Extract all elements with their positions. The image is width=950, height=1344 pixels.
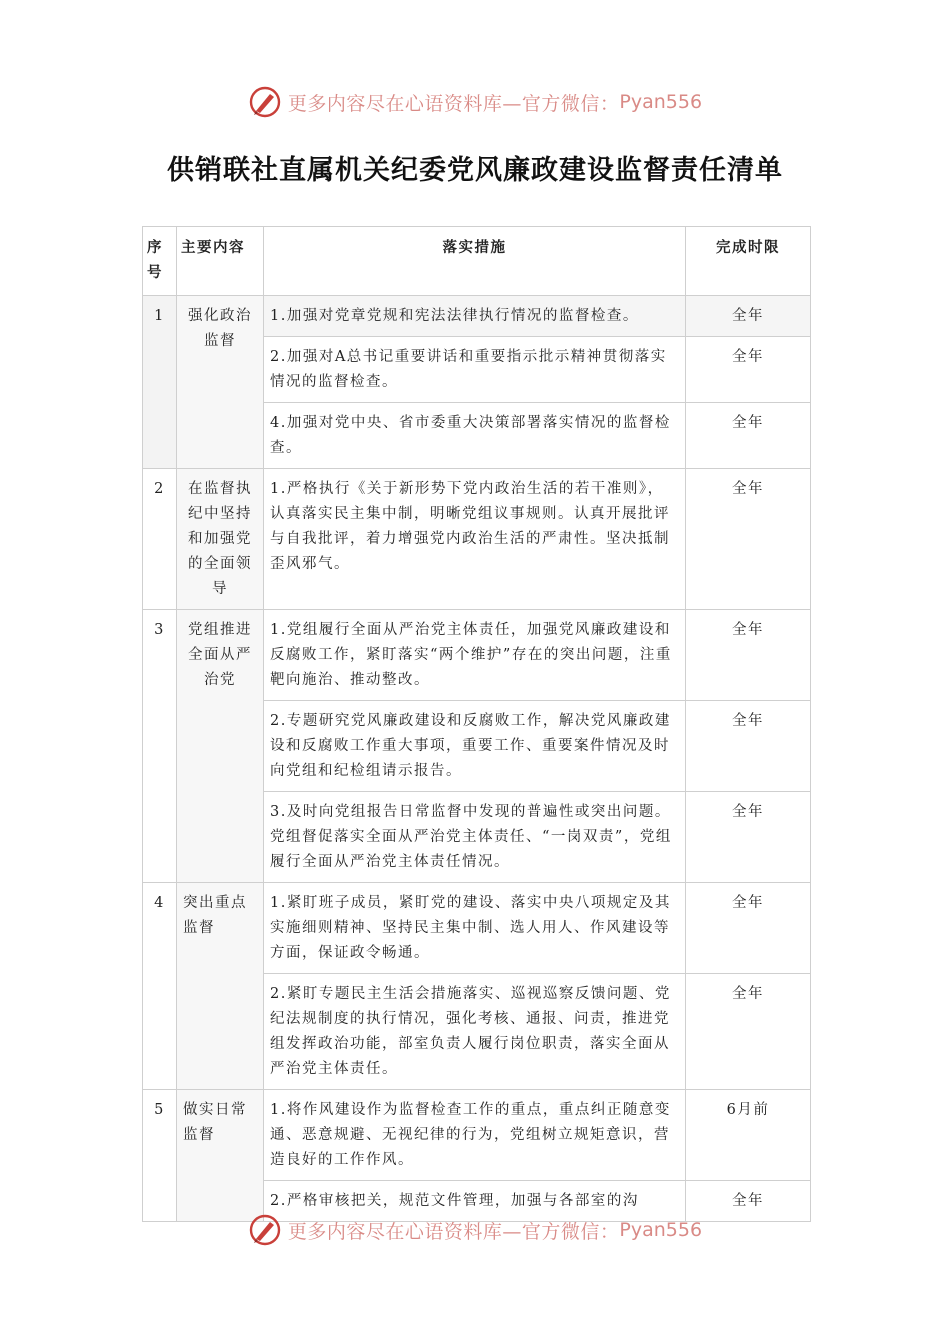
row-deadline: 全年 — [686, 1181, 811, 1222]
banner-text: 更多内容尽在心语资料库—官方微信： — [287, 92, 620, 115]
header-main-content: 主要内容 — [177, 227, 264, 296]
row-deadline: 全年 — [686, 296, 811, 337]
row-deadline: 全年 — [686, 792, 811, 883]
row-measure: 4.加强对党中央、省市委重大决策部署落实情况的监督检查。 — [264, 403, 686, 469]
row-deadline: 全年 — [686, 610, 811, 701]
responsibility-table — [142, 226, 811, 1222]
table-row — [143, 296, 811, 337]
row-deadline: 6月前 — [686, 1090, 811, 1181]
table-row — [143, 469, 811, 610]
header-seq: 序号 — [143, 227, 177, 296]
row-measure: 1.紧盯班子成员，紧盯党的建设、落实中央八项规定及其实施细则精神、坚持民主集中制、选人用人、作风建设等方面，保证政令畅通。 — [264, 883, 686, 974]
row-seq: 1 — [143, 296, 177, 469]
pen-logo-icon — [248, 85, 282, 119]
row-measure: 3.及时向党组报告日常监督中发现的普遍性或突出问题。党组督促落实全面从严治党主体责任、“一岗双责”，党组履行全面从严治党主体责任情况。 — [264, 792, 686, 883]
banner-text: 更多内容尽在心语资料库—官方微信： — [287, 1220, 620, 1243]
row-seq: 2 — [143, 469, 177, 610]
row-deadline: 全年 — [686, 337, 811, 403]
row-deadline: 全年 — [686, 403, 811, 469]
row-main-content: 强化政治监督 — [177, 296, 264, 469]
watermark-banner-bottom — [0, 1208, 950, 1252]
row-measure: 1.严格执行《关于新形势下党内政治生活的若干准则》，认真落实民主集中制，明晰党组议事规则。认真开展批评与自我批评，着力增强党内政治生活的严肃性。坚决抵制歪风邪气。 — [264, 469, 686, 610]
banner-wechat-id: Pyan556 — [619, 1219, 703, 1241]
row-measure: 2.严格审核把关，规范文件管理，加强与各部室的沟 — [264, 1181, 686, 1222]
row-deadline: 全年 — [686, 701, 811, 792]
document-title: 供销联社直属机关纪委党风廉政建设监督责任清单 — [167, 155, 783, 186]
row-deadline: 全年 — [686, 469, 811, 610]
row-deadline: 全年 — [686, 883, 811, 974]
row-main-content: 在监督执纪中坚持和加强党的全面领导 — [177, 469, 264, 610]
watermark-banner-top — [0, 80, 950, 124]
row-measure: 2.专题研究党风廉政建设和反腐败工作，解决党风廉政建设和反腐败工作重大事项，重要工作、重要案件情况及时向党组和纪检组请示报告。 — [264, 701, 686, 792]
row-measure: 1.将作风建设作为监督检查工作的重点，重点纠正随意变通、恶意规避、无视纪律的行为，党组树立规矩意识，营造良好的工作作风。 — [264, 1090, 686, 1181]
table-header-row — [143, 227, 811, 296]
row-measure: 1.加强对党章党规和宪法法律执行情况的监督检查。 — [264, 296, 686, 337]
row-measure: 1.党组履行全面从严治党主体责任，加强党风廉政建设和反腐败工作，紧盯落实“两个维护”存在的突出问题，注重靶向施治、推动整改。 — [264, 610, 686, 701]
banner-wechat-id: Pyan556 — [619, 91, 703, 113]
pen-logo-icon — [248, 1213, 282, 1247]
row-seq: 5 — [143, 1090, 177, 1222]
row-main-content: 党组推进全面从严治党 — [177, 610, 264, 883]
row-main-content: 做实日常监督 — [177, 1090, 264, 1222]
table-row — [143, 610, 811, 701]
row-deadline: 全年 — [686, 974, 811, 1090]
row-measure: 2.紧盯专题民主生活会措施落实、巡视巡察反馈问题、党纪法规制度的执行情况，强化考核、通报、问责，推进党组发挥政治功能，部室负责人履行岗位职责，落实全面从严治党主体责任。 — [264, 974, 686, 1090]
row-measure: 2.加强对A总书记重要讲话和重要指示批示精神贯彻落实情况的监督检查。 — [264, 337, 686, 403]
table-row — [143, 1090, 811, 1181]
row-seq: 4 — [143, 883, 177, 1090]
row-seq: 3 — [143, 610, 177, 883]
header-deadline: 完成时限 — [686, 227, 811, 296]
header-measures: 落实措施 — [264, 227, 686, 296]
table-row — [143, 883, 811, 974]
row-main-content: 突出重点监督 — [177, 883, 264, 1090]
